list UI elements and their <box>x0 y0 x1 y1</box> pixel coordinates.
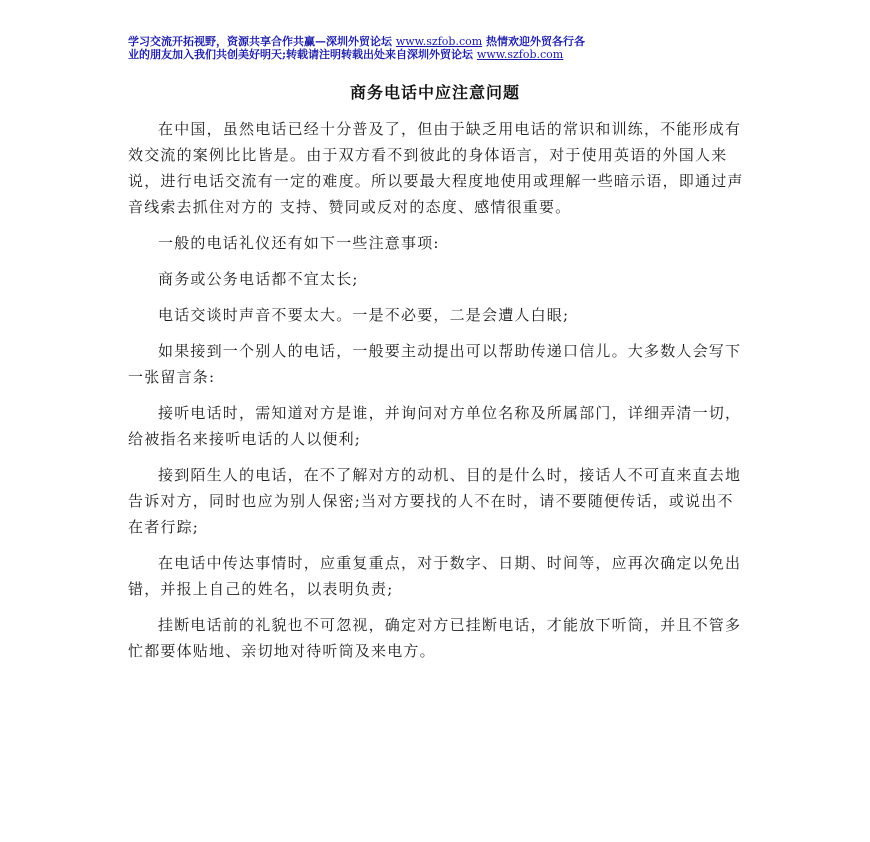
banner-tail-1: 热情欢迎外贸各行各 <box>486 35 586 48</box>
page-title: 商务电话中应注意问题 <box>349 83 520 102</box>
forum-banner <box>128 35 748 61</box>
banner-link-2[interactable]: www.szfob.com <box>476 48 564 61</box>
paragraph: 一般的电话礼仪还有如下一些注意事项: <box>158 234 440 252</box>
paragraph: 在中国，虽然电话已经十分普及了，但由于缺乏用电话的常识和训练，不能形成有效交流的案例比比皆是。由于双方看不到彼此的身体语言，对于使用英语的外国人来说，进行电话交流有一定的难度。所以要最大程度地使用或理解一些暗示语，即通过声音线索去抓住对方的 支持、赞同或反对的态度、感情很重要。 <box>128 120 744 216</box>
paragraph: 挂断电话前的礼貌也不可忽视，确定对方已挂断电话，才能放下听筒，并且不管多忙都要体贴地、亲切地对待听筒及来电方。 <box>128 616 742 660</box>
banner-line-1 <box>128 35 748 48</box>
paragraph: 接到陌生人的电话，在不了解对方的动机、目的是什么时，接话人不可直来直去地告诉对方，同时也应为别人保密;当对方要找的人不在时，请不要随便传话，或说出不在者行踪; <box>128 466 742 536</box>
banner-text-2: 业的朋友加入我们共创美好明天;转载请注明转载出处来自深圳外贸论坛 <box>128 48 474 61</box>
banner-line-2 <box>128 48 748 61</box>
paragraph: 接听电话时，需知道对方是谁，并询问对方单位名称及所属部门，详细弄清一切，给被指名来接听电话的人以便利; <box>128 404 742 448</box>
banner-text-1: 学习交流开拓视野，资源共享合作共赢—深圳外贸论坛 <box>128 35 392 48</box>
banner-link-1[interactable]: www.szfob.com <box>395 35 483 48</box>
document-body <box>128 116 746 674</box>
paragraph: 电话交谈时声音不要太大。一是不必要，二是会遭人白眼; <box>158 306 570 324</box>
paragraph: 在电话中传达事情时，应重复重点，对于数字、日期、时间等，应再次确定以免出错，并报上自己的姓名，以表明负责; <box>128 554 742 598</box>
paragraph: 商务或公务电话都不宜太长; <box>158 270 359 288</box>
paragraph: 如果接到一个别人的电话，一般要主动提出可以帮助传递口信儿。大多数人会写下一张留言条: <box>128 342 742 386</box>
